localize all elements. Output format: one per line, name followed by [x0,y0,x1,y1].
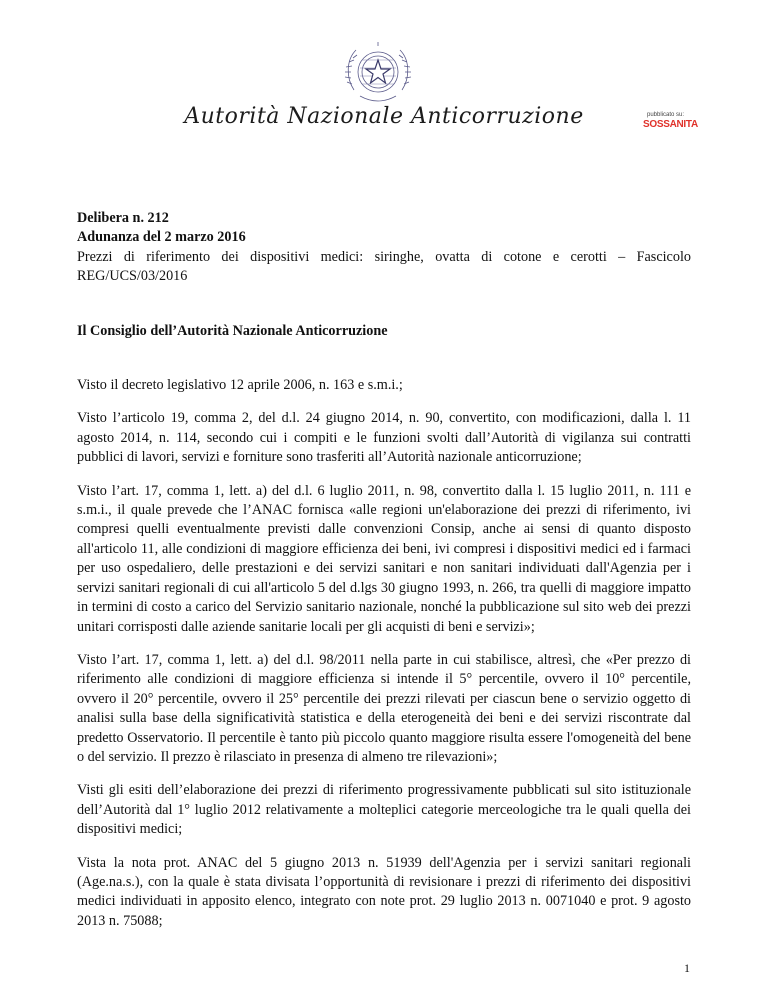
published-on-logo[interactable] [643,112,713,134]
published-brand: SOSSANITA [643,119,698,130]
authority-name: Autorità Nazionale Anticorruzione [184,104,584,129]
published-label: pubblicato su: [647,112,685,118]
meeting-date: Adunanza del 2 marzo 2016 [77,229,246,246]
delibera-number: Delibera n. 212 [77,210,169,226]
italian-republic-emblem-icon [338,38,418,108]
paragraph: Visto l’articolo 19, comma 2, del d.l. 24 giugno 2014, n. 90, convertito, con modificazioni, dalla l. 11 agosto 2014, n. 114, secondo cui i compiti e le funzioni svolti dall’Autorità di vigilanza sui contratti pubblici di lavori, servizi e forniture sono trasferiti all’Autorità nazionale anticorruzione; [77,410,691,466]
paragraph: Visto l’art. 17, comma 1, lett. a) del d.l. 6 luglio 2011, n. 98, convertito dalla l. 15 luglio 2011, n. 111 e s.m.i., il quale prevede che l’ANAC fornisca «alle regioni un'elaborazione dei prezzi di riferimento, ivi compresi quelli eventualmente previsti dalle convenzioni Consip, anche ai sensi di quanto disposto all'articolo 11, alle condizioni di maggiore efficienza dei beni, ivi compresi i dispositivi medici ed i farmaci per uso ospedaliero, delle prestazioni e dei servizi sanitari e non sanitari individuati dall'Agenzia per i servizi sanitari regionali di cui all'articolo 5 del d.lgs 30 giugno 1993, n. 266, tra quelli di maggiore impatto in termini di costo a carico del Servizio sanitario nazionale, nonché la pubblicazione sul sito web dei prezzi unitari corrisposti dalle aziende sanitarie locali per gli acquisti di beni e servizi»; [77,482,691,635]
paragraph: Vista la nota prot. ANAC del 5 giugno 2013 n. 51939 dell'Agenzia per i servizi sanitari regionali (Age.na.s.), con la quale è stata divisata l’opportunità di revisionare i prezzi di riferimento dei dispositivi medici individuati in apposito elenco, integrato con note prot. 29 luglio 2013 n. 0071040 e prot. 9 agosto 2013 n. 75088; [77,854,691,929]
paragraph: Visti gli esiti dell’elaborazione dei prezzi di riferimento progressivamente pubblicati sul sito istituzionale dell’Autorità dal 1° luglio 2012 relativamente a molteplici categorie merceologiche tra le quali quella dei dispositivi medici; [77,782,691,838]
paragraph: Visto il decreto legislativo 12 aprile 2006, n. 163 e s.m.i.; [77,377,403,394]
paragraph: Visto l’art. 17, comma 1, lett. a) del d.l. 98/2011 nella parte in cui stabilisce, altresì, che «Per prezzo di riferimento alle condizioni di maggiore efficienza si intende il 5° percentile, ovvero il 10° percentile, ovvero il 20° percentile, ovvero il 25° percentile dei prezzi rilevati per ciascun bene o servizio oggetto di analisi sulla base della significatività statistica e della eterogeneità dei beni e dei servizi riscontrate dal predetto Osservatorio. Il percentile è tanto più piccolo quanto maggiore risulta essere l'omogeneità del bene o del servizio. Il prezzo è rilasciato in presenza di almeno tre rilevazioni»; [77,651,691,765]
document-body [77,209,691,945]
page-number: 1 [684,961,690,975]
delibera-subject: Prezzi di riferimento dei dispositivi medici: siringhe, ovatta di cotone e cerotti – Fascicolo REG/UCS/03/2016 [77,248,691,285]
document-header [0,0,768,140]
council-heading: Il Consiglio dell’Autorità Nazionale Anticorruzione [77,322,388,339]
